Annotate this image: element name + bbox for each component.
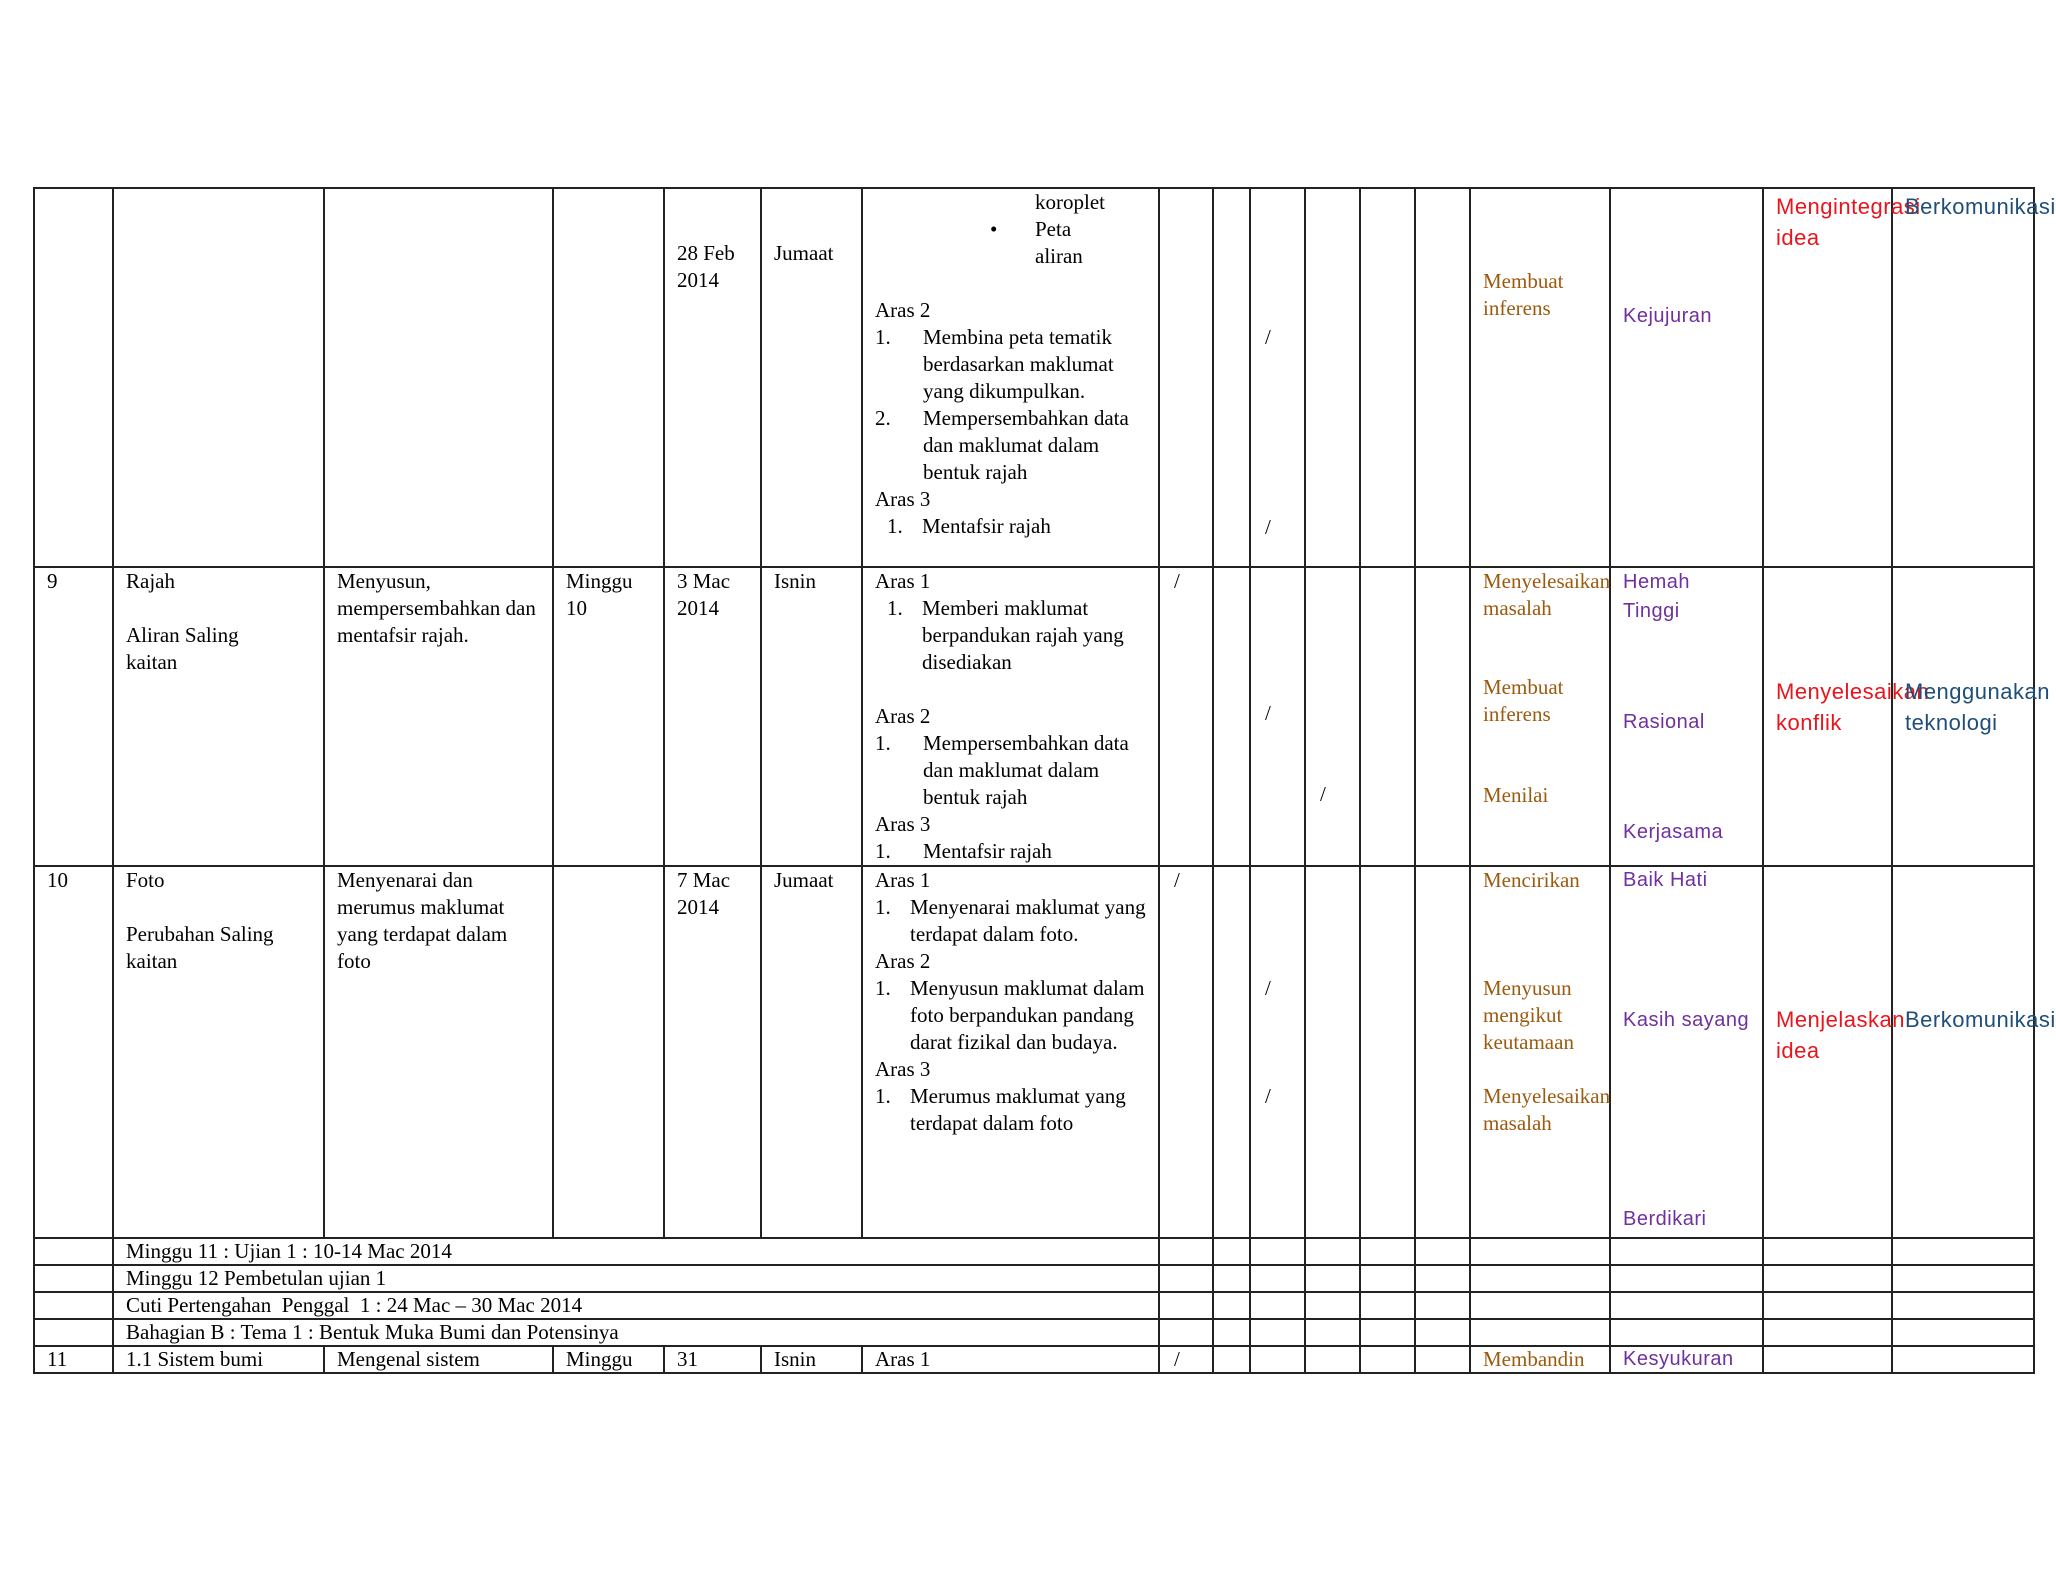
- cell-tarikh: 31: [664, 1346, 761, 1373]
- cell-abad21: Berkomunikasi: [1892, 866, 2034, 1238]
- cell-aras1-mark: /: [1159, 866, 1213, 1238]
- bullet-item: • Peta aliran: [990, 217, 1083, 268]
- cell-kemahiran: Menyelesaikan masalah Membuat inferens Menilai: [1470, 567, 1610, 866]
- list-item: 1. Mentafsir rajah: [887, 514, 1051, 538]
- list-item: 1. Membina peta tematik berdasarkan maklumat yang dikumpulkan.: [875, 325, 1114, 403]
- lesson-plan-table: [33, 187, 2056, 1377]
- cell-minggu: [553, 866, 664, 1238]
- list-item: 1. Menyenarai maklumat yang terdapat dalam foto.: [875, 895, 1146, 946]
- cell-mark: [1213, 567, 1250, 866]
- cell-mark: [1360, 188, 1415, 567]
- cell-nilai: Kesyukuran: [1610, 1346, 1763, 1373]
- table-row: [34, 1346, 2034, 1373]
- cell-kbat: Menjelaskan idea: [1763, 866, 1892, 1238]
- cell-hari: [761, 188, 862, 567]
- cell-kemahiran: Mencirikan Menyusun mengikut keutamaan Menyelesaikan masalah: [1470, 866, 1610, 1238]
- cell-hari: Jumaat: [761, 866, 862, 1238]
- table-row: [34, 866, 2034, 1238]
- cell-mark: [1305, 188, 1360, 567]
- cell-aras2-mark: /: [1250, 567, 1305, 866]
- cell-bil: 10: [34, 866, 113, 1238]
- aras2-label: Aras 2: [875, 298, 931, 322]
- cell-aktiviti: [862, 188, 1159, 567]
- note-text: Cuti Pertengahan Penggal 1 : 24 Mac – 30 Mac 2014: [113, 1292, 1159, 1319]
- cell-kbat: Mengintegrasi idea: [1763, 188, 1892, 567]
- note-text: Minggu 12 Pembetulan ujian 1: [113, 1265, 1159, 1292]
- cell-mark: [1415, 866, 1470, 1238]
- cell-aras1-mark: /: [1159, 567, 1213, 866]
- table-row: [34, 1238, 2034, 1265]
- cell-objektif: Menyusun, mempersembahkan dan mentafsir rajah.: [324, 567, 553, 866]
- bullet-icon: •: [990, 217, 998, 241]
- cell-tarikh: [664, 188, 761, 567]
- cell-aktiviti: Aras 1: [862, 1346, 1159, 1373]
- cell-aktiviti: Aras 1 1. Memberi maklumat berpandukan rajah yang disediakan Aras 2 1. Mempersembahkan data dan maklumat dalam bentuk rajah Aras 3 1. Mentafsir rajah: [862, 567, 1159, 866]
- cell-aktiviti: Aras 1 1. Menyenarai maklumat yang terdapat dalam foto. Aras 2 1. Menyusun maklumat dalam foto berpandukan pandang darat fizikal dan budaya. Aras 3 1. Merumus maklumat yang terdapat dalam foto: [862, 866, 1159, 1238]
- list-item: 2. Mempersembahkan data dan maklumat dalam bentuk rajah: [875, 406, 1129, 484]
- cell-kbat: Menyelesaikan konflik: [1763, 567, 1892, 866]
- table-row: [34, 1265, 2034, 1292]
- cell-bil: [34, 188, 113, 567]
- bullet-list: [875, 189, 1158, 270]
- cell-tajuk: Rajah Aliran Saling kaitan: [113, 567, 324, 866]
- table-row: [34, 1292, 2034, 1319]
- note-text: Minggu 11 : Ujian 1 : 10-14 Mac 2014: [113, 1238, 1159, 1265]
- cell-hari: Isnin: [761, 567, 862, 866]
- cell-tarikh: 3 Mac 2014: [664, 567, 761, 866]
- cell-nilai: Kejujuran: [1610, 188, 1763, 567]
- cell-tajuk: 1.1 Sistem bumi: [113, 1346, 324, 1373]
- cell-kemahiran: Membuat inferens: [1470, 188, 1610, 567]
- note-text: Bahagian B : Tema 1 : Bentuk Muka Bumi dan Potensinya: [113, 1319, 1159, 1346]
- cell-mark: [1213, 866, 1250, 1238]
- cell-bil: 11: [34, 1346, 113, 1373]
- cell-objektif: [324, 188, 553, 567]
- cell-abad21: Menggunakan teknologi: [1892, 567, 2034, 866]
- cell-aras1-mark: [1159, 188, 1213, 567]
- hari-text: Jumaat: [774, 241, 834, 265]
- cell-mark: [1305, 866, 1360, 1238]
- cell-tajuk: Foto Perubahan Saling kaitan: [113, 866, 324, 1238]
- cell-minggu: [553, 188, 664, 567]
- list-item: 1. Memberi maklumat berpandukan rajah yang disediakan: [887, 596, 1124, 674]
- cell-mark: [1360, 866, 1415, 1238]
- cell-mark: [1415, 567, 1470, 866]
- cell-objektif: Menyenarai dan merumus maklumat yang terdapat dalam foto: [324, 866, 553, 1238]
- rpt-table: [33, 187, 2056, 1374]
- table-row: [34, 188, 2034, 567]
- aras3-label: Aras 3: [875, 487, 931, 511]
- cell-mark: [1360, 567, 1415, 866]
- list-item: 1. Merumus maklumat yang terdapat dalam foto: [875, 1084, 1126, 1135]
- cell-aras2-mark: / /: [1250, 866, 1305, 1238]
- cell-kemahiran: Membandin: [1470, 1346, 1610, 1373]
- cell-minggu: Minggu 10: [553, 567, 664, 866]
- cell-minggu: Minggu: [553, 1346, 664, 1373]
- cell-abad21: Berkomunikasi: [1892, 188, 2034, 567]
- list-item: 1. Menyusun maklumat dalam foto berpandukan pandang darat fizikal dan budaya.: [875, 976, 1145, 1054]
- cell-nilai: Baik Hati Kasih sayang Berdikari: [1610, 866, 1763, 1238]
- cell-tajuk: [113, 188, 324, 567]
- list-item: 1. Mentafsir rajah: [875, 839, 1052, 863]
- cell-mark: [1213, 188, 1250, 567]
- cell-aras2-mark: / /: [1250, 188, 1305, 567]
- cell-mark: [1415, 188, 1470, 567]
- cell-objektif: Mengenal sistem: [324, 1346, 553, 1373]
- cell-aras1-mark: /: [1159, 1346, 1213, 1373]
- cell-nilai: Hemah Tinggi Rasional Kerjasama: [1610, 567, 1763, 866]
- cell-aras3-mark: /: [1305, 567, 1360, 866]
- bullet-continued: koroplet: [1035, 190, 1105, 214]
- cell-tarikh: 7 Mac 2014: [664, 866, 761, 1238]
- cell-bil: 9: [34, 567, 113, 866]
- table-row: [34, 567, 2034, 866]
- list-item: 1. Mempersembahkan data dan maklumat dalam bentuk rajah: [875, 731, 1129, 809]
- cell-hari: Isnin: [761, 1346, 862, 1373]
- tarikh-text: 28 Feb 2014: [677, 241, 735, 292]
- table-row: [34, 1319, 2034, 1346]
